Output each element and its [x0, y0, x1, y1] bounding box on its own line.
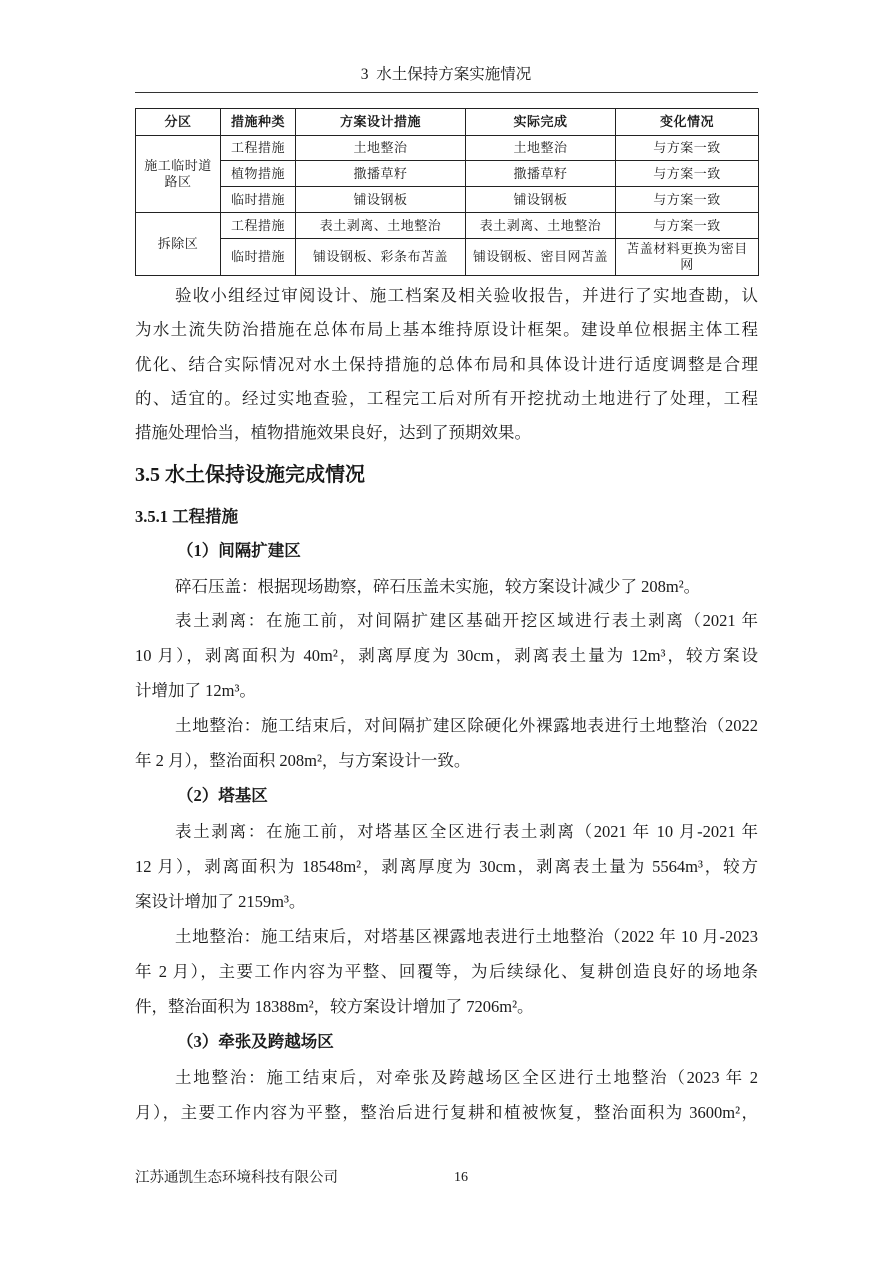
paragraph-line: 土地整治：施工结束后，对间隔扩建区除硬化外裸露地表进行土地整治（2022 — [175, 715, 758, 735]
zone-cell — [136, 213, 221, 276]
measure-type-cell: 工程措施 — [221, 136, 296, 161]
design-measure-cell: 土地整治 — [296, 136, 466, 161]
running-header-title: 3 水土保持方案实施情况 — [360, 66, 532, 83]
paragraph-line: 优化、结合实际情况对水土保持措施的总体布局和具体设计进行适度调整是合理 — [135, 354, 758, 374]
measure-type-cell: 植物措施 — [221, 161, 296, 187]
table-header-cell: 方案设计措施 — [296, 109, 466, 136]
paragraph-line: 为水土流失防治措施在总体布局上基本维持原设计框架。建设单位根据主体工程 — [135, 320, 758, 340]
design-measure-cell: 铺设钢板、彩条布苫盖 — [296, 239, 466, 276]
measure-type-cell: 临时措施 — [221, 187, 296, 213]
body-paragraph — [135, 919, 758, 1024]
body-paragraph — [135, 603, 758, 708]
paragraph-line: 月），主要工作内容为平整，整治后进行复耕和植被恢复，整治面积为 3600m²， — [135, 1102, 758, 1122]
header-rule — [135, 92, 758, 93]
table-row — [136, 136, 759, 161]
change-status-cell: 与方案一致 — [616, 187, 759, 213]
actual-completion-cell: 表土剥离、土地整治 — [466, 213, 616, 239]
paragraph-line: 表土剥离：在施工前，对塔基区全区进行表土剥离（2021 年 10 月-2021 年 — [175, 821, 758, 841]
paragraph-line: 计增加了 12m³。 — [135, 680, 256, 700]
body-paragraph — [135, 708, 758, 778]
table-row — [136, 239, 759, 276]
area-heading: （3）牵张及跨越场区 — [177, 1032, 334, 1051]
change-status-cell — [616, 239, 759, 276]
paragraph-line: 年 2 月），主要工作内容为平整、回覆等，为后续绿化、复耕创造良好的场地条 — [135, 961, 758, 981]
table-header-row — [136, 109, 759, 136]
section-heading: 3.5 水土保持设施完成情况 — [135, 464, 365, 486]
actual-completion-cell: 撒播草籽 — [466, 161, 616, 187]
change-status-cell: 与方案一致 — [616, 161, 759, 187]
body-paragraph — [135, 569, 758, 604]
body-paragraph — [135, 1060, 758, 1130]
zone-label: 施工临时道路区 — [144, 158, 212, 189]
measure-type-cell: 工程措施 — [221, 213, 296, 239]
actual-completion-cell: 铺设钢板 — [466, 187, 616, 213]
paragraph-line: 的、适宜的。经过实地查验，工程完工后对所有开挖扰动土地进行了处理，工程 — [135, 388, 758, 408]
paragraph-line: 土地整治：施工结束后，对塔基区裸露地表进行土地整治（2022 年 10 月-2023 — [175, 926, 758, 946]
body-paragraph — [135, 814, 758, 919]
paragraph-line: 12 月），剥离面积为 18548m²，剥离厚度为 30cm，剥离表土量为 5564m³，较方 — [135, 856, 758, 876]
zone-cell — [136, 136, 221, 213]
paragraph-line: 土地整治：施工结束后，对牵张及跨越场区全区进行土地整治（2023 年 2 — [175, 1067, 758, 1087]
area-heading: （2）塔基区 — [177, 786, 268, 805]
change-status-cell: 与方案一致 — [616, 213, 759, 239]
paragraph-line: 年 2 月），整治面积 208m²，与方案设计一致。 — [135, 750, 471, 770]
measures-table — [135, 108, 759, 276]
measure-type-cell: 临时措施 — [221, 239, 296, 276]
paragraph-line: 案设计增加了 2159m³。 — [135, 891, 306, 911]
paragraph-line: 10 月），剥离面积为 40m²，剥离厚度为 30cm，剥离表土量为 12m³，较方案设 — [135, 645, 758, 665]
table-header-cell: 变化情况 — [616, 109, 759, 136]
paragraph-line: 验收小组经过审阅设计、施工档案及相关验收报告，并进行了实地查勘，认 — [175, 286, 758, 305]
subsection-heading: 3.5.1 工程措施 — [135, 507, 239, 526]
zone-label: 拆除区 — [157, 236, 199, 251]
paragraph-line: 碎石压盖：根据现场勘察，碎石压盖未实施，较方案设计减少了 208m²。 — [175, 576, 701, 596]
change-status-cell: 与方案一致 — [616, 136, 759, 161]
table-header-cell: 分区 — [136, 109, 221, 136]
table-header-cell: 措施种类 — [221, 109, 296, 136]
paragraph-line: 措施处理恰当，植物措施效果良好，达到了预期效果。 — [135, 423, 531, 443]
footer-company: 江苏通凯生态环境科技有限公司 — [135, 1170, 338, 1186]
design-measure-cell: 表土剥离、土地整治 — [296, 213, 466, 239]
design-measure-cell: 撒播草籽 — [296, 161, 466, 187]
intro-paragraph — [135, 279, 758, 450]
table-row — [136, 187, 759, 213]
change-status-label: 苫盖材料更换为密目网 — [626, 241, 748, 272]
area-heading: （1）间隔扩建区 — [177, 541, 301, 560]
table-header-cell: 实际完成 — [466, 109, 616, 136]
actual-completion-cell: 土地整治 — [466, 136, 616, 161]
actual-completion-cell: 铺设钢板、密目网苫盖 — [466, 239, 616, 276]
table-row — [136, 213, 759, 239]
paragraph-line: 表土剥离：在施工前，对间隔扩建区基础开挖区域进行表土剥离（2021 年 — [175, 610, 758, 630]
table-row — [136, 161, 759, 187]
paragraph-line: 件，整治面积为 18388m²，较方案设计增加了 7206m²。 — [135, 996, 534, 1016]
design-measure-cell: 铺设钢板 — [296, 187, 466, 213]
page-number: 16 — [454, 1170, 468, 1185]
